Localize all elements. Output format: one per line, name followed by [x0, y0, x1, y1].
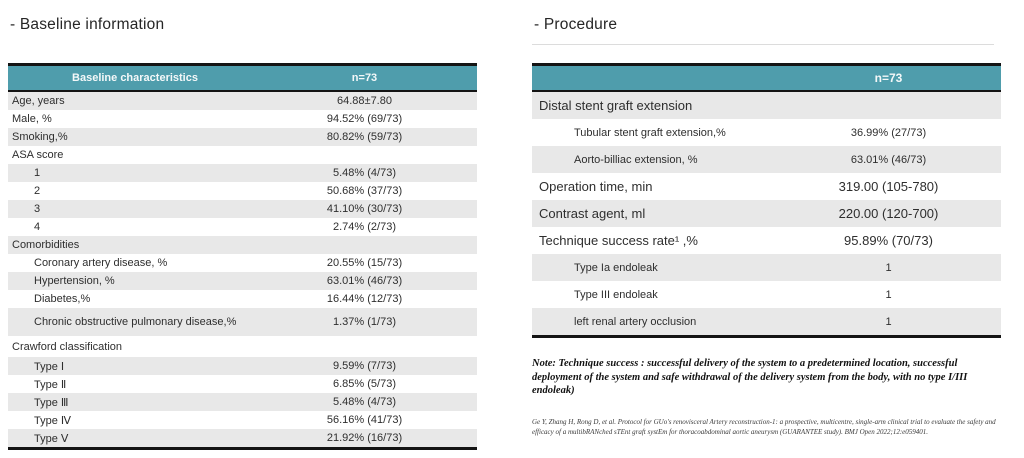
row-value: 21.92% (16/73) [326, 432, 403, 444]
row-label: Type Ⅰ [34, 360, 65, 373]
row-label: Chronic obstructive pulmonary disease,% [34, 316, 237, 328]
baseline-table-header-n: n=73 [351, 72, 378, 84]
baseline-characteristics-table [8, 63, 477, 450]
table-row [532, 227, 1001, 254]
row-label: Tubular stent graft extension,% [574, 126, 726, 139]
row-label: Male, % [12, 113, 52, 125]
row-label: Comorbidities [12, 239, 80, 251]
row-label: Crawford classification [12, 340, 123, 353]
row-label: Type III endoleak [574, 288, 658, 301]
table-row [8, 336, 477, 357]
table-row [8, 200, 477, 218]
row-value: 80.82% (59/73) [326, 131, 403, 143]
row-value: 56.16% (41/73) [326, 414, 403, 426]
row-label: Coronary artery disease, % [34, 257, 168, 269]
row-label: Distal stent graft extension [539, 98, 693, 113]
row-label: Age, years [12, 95, 65, 107]
row-label: Type Ⅴ [34, 432, 69, 445]
row-label: left renal artery occlusion [574, 315, 697, 328]
baseline-table-header-label: Baseline characteristics [72, 72, 198, 84]
row-label: Smoking,% [12, 131, 68, 143]
table-row [8, 290, 477, 308]
table-row [532, 281, 1001, 308]
row-value: 20.55% (15/73) [326, 257, 403, 269]
row-label: Operation time, min [539, 179, 653, 194]
row-value: 64.88±7.80 [337, 95, 392, 107]
row-value: 1 [885, 261, 892, 274]
row-label: Type Ⅲ [34, 396, 69, 409]
table-row [8, 429, 477, 447]
table-row [8, 411, 477, 429]
baseline-table-body [8, 92, 477, 447]
row-value: 1.37% (1/73) [333, 316, 396, 328]
row-label: Hypertension, % [34, 275, 115, 287]
row-value: 63.01% (46/73) [326, 275, 403, 287]
row-value: 1 [885, 288, 892, 301]
table-row [532, 119, 1001, 146]
row-value: 16.44% (12/73) [326, 293, 403, 305]
reference-citation: Ge Y, Zhang H, Rong D, et al. Protocol for GUo's renovisceral Artery reconstruction-1: a prospective, multicentre, single-arm clinical trial to evaluate the safety and efficacy of a multibRANched sTEnt graft systEm for thoracoabdominal aortic aneurysm (GUARANTEE study). BMJ Open 2022;12:e059401. [532, 418, 996, 437]
table-row [8, 110, 477, 128]
row-value: 319.00 (105-780) [838, 179, 939, 194]
procedure-table-header-n: n=73 [874, 71, 903, 85]
table-row [532, 92, 1001, 119]
row-value: 63.01% (46/73) [850, 153, 927, 166]
baseline-section-title: - Baseline information [10, 16, 165, 33]
row-value: 50.68% (37/73) [326, 185, 403, 197]
table-row [532, 200, 1001, 227]
row-label: Type Ia endoleak [574, 261, 658, 274]
table-row [8, 164, 477, 182]
procedure-section-title: - Procedure [534, 16, 618, 33]
row-value: 5.48% (4/73) [333, 167, 396, 179]
table-row [8, 182, 477, 200]
row-value: 220.00 (120-700) [838, 206, 939, 221]
row-value: 6.85% (5/73) [333, 378, 396, 390]
table-row [8, 375, 477, 393]
table-row [8, 92, 477, 110]
technique-success-note: Note: Technique success : successful delivery of the system to a predetermined location, successful deployment of the system and safe withdrawal of the delivery system from the body, with no type I/III endoleak) [532, 358, 968, 397]
procedure-table-header [532, 63, 1001, 92]
row-label: 2 [34, 185, 41, 197]
table-row [532, 254, 1001, 281]
procedure-table-body [532, 92, 1001, 335]
table-row [8, 357, 477, 375]
row-value: 2.74% (2/73) [333, 221, 396, 233]
table-row [8, 308, 477, 336]
procedure-table [532, 63, 1001, 338]
row-value: 95.89% (70/73) [844, 233, 933, 248]
table-row [532, 146, 1001, 173]
table-row [8, 128, 477, 146]
table-row [8, 146, 477, 164]
row-label: Aorto-billiac extension, % [574, 153, 698, 166]
row-label: 3 [34, 203, 41, 215]
row-label: 4 [34, 221, 41, 233]
baseline-table-header [8, 63, 477, 92]
row-label: ASA score [12, 149, 64, 161]
row-label: Technique success rate¹ ,% [539, 233, 698, 248]
table-row [8, 393, 477, 411]
table-row [8, 254, 477, 272]
row-label: Type Ⅱ [34, 378, 67, 391]
table-row [8, 218, 477, 236]
table-row [532, 173, 1001, 200]
row-value: 36.99% (27/73) [850, 126, 927, 139]
table-row [8, 272, 477, 290]
row-label: Diabetes,% [34, 293, 91, 305]
row-value: 9.59% (7/73) [333, 360, 396, 372]
procedure-title-divider [532, 44, 994, 45]
row-label: 1 [34, 167, 41, 179]
row-value: 1 [885, 315, 892, 328]
row-value: 41.10% (30/73) [326, 203, 403, 215]
table-row [8, 236, 477, 254]
row-value: 94.52% (69/73) [326, 113, 403, 125]
row-label: Contrast agent, ml [539, 206, 646, 221]
row-value: 5.48% (4/73) [333, 396, 396, 408]
table-row [532, 308, 1001, 335]
row-label: Type Ⅳ [34, 414, 72, 427]
